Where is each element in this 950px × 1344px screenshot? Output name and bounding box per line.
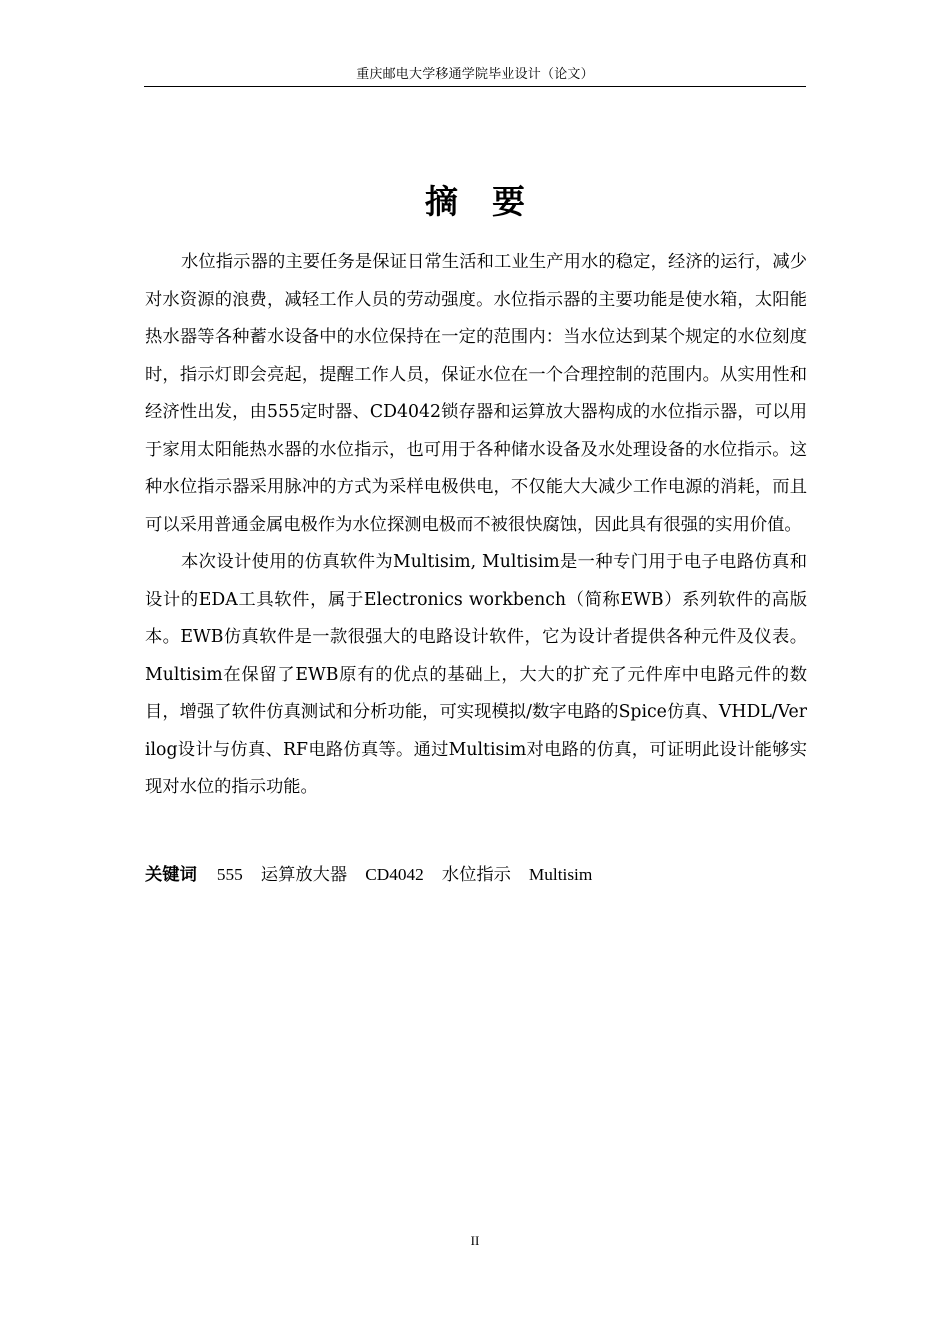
keywords-line [145,858,807,892]
page-number: II [470,1233,480,1248]
abstract-title [0,176,950,228]
keyword-item: CD4042 [365,865,424,884]
abstract-paragraph-1: 水位指示器的主要任务是保证日常生活和工业生产用水的稳定，经济的运行，减少对水资源的浪费，减轻工作人员的劳动强度。水位指示器的主要功能是使水箱，太阳能热水器等各种蓄水设备中的水位保持在一定的范围内：当水位达到某个规定的水位刻度时，指示灯即会亮起，提醒工作人员，保证水位在一个合理控制的范围内。从实用性和经济性出发，由555定时器、CD4042锁存器和运算放大器构成的水位指示器，可以用于家用太阳能热水器的水位指示，也可用于各种储水设备及水处理设备的水位指示。这种水位指示器采用脉冲的方式为采样电极供电，不仅能大大减少工作电源的消耗，而且可以采用普通金属电极作为水位探测电极而不被很快腐蚀，因此具有很强的实用价值。 [145,252,807,535]
keyword-item: 水位指示 [441,865,511,885]
header-title: 重庆邮电大学移通学院毕业设计（论文） [356,67,594,82]
abstract-title-char-1: 摘 [425,182,458,221]
abstract-paragraph-2: 本次设计使用的仿真软件为Multisim, Multisim是一种专门用于电子电路仿真和设计的EDA工具软件，属于Electronics workbench（简称EWB）系列软件的高版本。EWB仿真软件是一款很强大的电路设计软件，它为设计者提供各种元件及仪表。Multisim在保留了EWB原有的优点的基础上，大大的扩充了元件库中电路元件的数目，增强了软件仿真测试和分析功能，可实现模拟/数字电路的Spice仿真、VHDL/Verilog设计与仿真、RF电路仿真等。通过Multisim对电路的仿真，可证明此设计能够实现对水位的指示功能。 [145,552,807,797]
keywords-label: 关键词 [145,865,197,885]
keyword-item: Multisim [528,865,593,884]
keyword-item: 运算放大器 [260,865,348,885]
abstract-body [145,244,807,807]
abstract-title-char-2: 要 [492,182,525,221]
keyword-item: 555 [216,865,243,884]
page-header [144,66,806,87]
